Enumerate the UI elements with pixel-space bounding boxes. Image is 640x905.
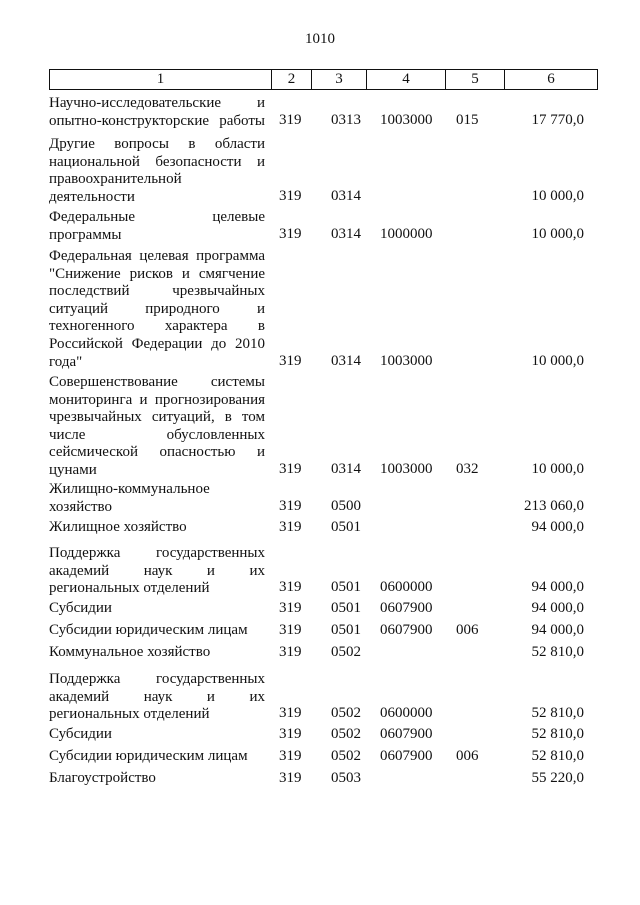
row-col-6: 94 000,0 [531,579,584,596]
row-col-6: 94 000,0 [531,600,584,617]
row-col-3: 0314 [331,226,361,243]
row-name: Поддержка государственных академий наук и их региональных отделений [49,671,265,723]
row-col-3: 0502 [331,726,361,743]
row-col-6: 17 770,0 [531,112,584,129]
row-name: Субсидии юридическим лицам [49,622,248,638]
row-col-2: 319 [279,519,302,536]
table-row [49,95,598,130]
row-col-2: 319 [279,726,302,743]
row-col-3: 0502 [331,748,361,765]
header-col-3: 3 [312,70,367,89]
row-col-6: 10 000,0 [531,353,584,370]
table-row [49,622,598,640]
row-col-2: 319 [279,226,302,243]
row-col-4: 1003000 [380,112,433,129]
row-col-2: 319 [279,579,302,596]
row-col-2: 319 [279,353,302,370]
header-col-6: 6 [547,71,555,87]
row-col-3: 0502 [331,705,361,722]
row-col-3: 0502 [331,644,361,661]
table-row [49,248,598,371]
row-name: Федеральная целевая программа "Снижение рисков и смягчение последствий чрезвычайных ситуаций природного и техногенного характера в Российской Федерации до 2010 года" [49,248,265,370]
row-col-6: 10 000,0 [531,226,584,243]
row-col-6: 10 000,0 [531,188,584,205]
row-name: Благоустройство [49,770,156,786]
table-row [49,209,598,244]
row-col-3: 0314 [331,188,361,205]
table-row [49,136,598,206]
row-col-2: 319 [279,644,302,661]
table-row [49,519,598,537]
row-name: Научно-исследовательские и опытно-конструкторские работы [49,95,265,129]
row-col-2: 319 [279,188,302,205]
row-col-5: 006 [456,748,479,765]
row-col-3: 0501 [331,600,361,617]
row-col-5: 032 [456,461,479,478]
row-col-4: 1003000 [380,461,433,478]
row-col-4: 0600000 [380,705,433,722]
row-col-2: 319 [279,600,302,617]
row-col-2: 319 [279,112,302,129]
row-col-6: 94 000,0 [531,519,584,536]
header-col-4: 4 [367,70,446,89]
row-col-4: 0600000 [380,579,433,596]
row-col-3: 0313 [331,112,361,129]
row-col-3: 0501 [331,622,361,639]
table-row [49,770,598,788]
row-name: Поддержка государственных академий наук и их региональных отделений [49,545,265,597]
table-row [49,600,598,618]
header-col-1: 1 [50,70,272,89]
row-name: Жилищно-коммунальное хозяйство [49,481,210,515]
row-col-6: 94 000,0 [531,622,584,639]
row-col-6: 52 810,0 [531,644,584,661]
row-col-6: 10 000,0 [531,461,584,478]
table-row [49,726,598,744]
row-col-3: 0501 [331,519,361,536]
header-col-2: 2 [272,70,312,89]
row-col-6: 52 810,0 [531,726,584,743]
row-col-3: 0314 [331,461,361,478]
row-col-4: 0607900 [380,600,433,617]
table-row [49,644,598,662]
row-col-4: 1000000 [380,226,433,243]
row-col-2: 319 [279,622,302,639]
row-col-4: 0607900 [380,726,433,743]
row-col-6: 52 810,0 [531,748,584,765]
row-col-3: 0314 [331,353,361,370]
row-col-2: 319 [279,748,302,765]
row-col-6: 52 810,0 [531,705,584,722]
row-name: Субсидии [49,600,112,616]
row-name: Субсидии юридическим лицам [49,748,248,764]
row-col-2: 319 [279,498,302,515]
row-name: Другие вопросы в области национальной безопасности и правоохранительной деятельности [49,136,265,205]
row-name: Федеральные целевые программы [49,209,265,243]
table-row [49,374,598,479]
row-name: Совершенствование системы мониторинга и прогнозирования чрезвычайных ситуаций, в том числе обусловленных сейсмической опасностью и цунами [49,374,265,478]
header-col-5: 5 [446,70,505,89]
row-name: Коммунальное хозяйство [49,644,211,660]
row-col-4: 0607900 [380,748,433,765]
row-col-3: 0500 [331,498,361,515]
row-col-6: 213 060,0 [524,498,584,515]
row-col-2: 319 [279,705,302,722]
table-row [49,748,598,766]
row-col-6: 55 220,0 [531,770,584,787]
row-col-4: 0607900 [380,622,433,639]
row-name: Субсидии [49,726,112,742]
page-number: 1010 [305,31,335,47]
row-name: Жилищное хозяйство [49,519,187,535]
row-col-2: 319 [279,770,302,787]
row-col-5: 006 [456,622,479,639]
table-row [49,671,598,723]
table-row [49,545,598,597]
row-col-3: 0503 [331,770,361,787]
table-row [49,481,598,516]
row-col-5: 015 [456,112,479,129]
row-col-4: 1003000 [380,353,433,370]
table-header [49,69,598,90]
row-col-2: 319 [279,461,302,478]
row-col-3: 0501 [331,579,361,596]
